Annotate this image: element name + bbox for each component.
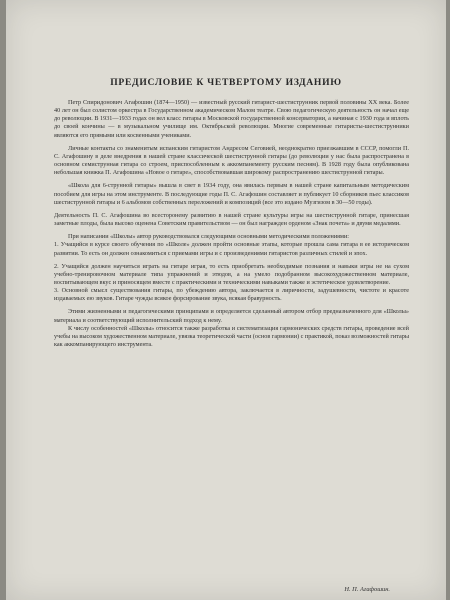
paragraph-awards: Деятельность П. С. Агафошина во всесторонему развитию в нашей стране культуры игры на шестиструнной гитаре, принесшая заметные плоды, была высоко оценена Советским правительством — он был награжден орденом «Знак почета» и двумя медалями. [54,211,409,228]
paragraph-features: К числу особенностей «Школы» относится также разработка и систематизация гармонических средств гитары, проведение всей учебы на высоком художественном материале, увязка теоретической части (основ гармонии) с практикой, показ возможностей гитары как аккомпанирующего инструмента. [54,324,409,349]
author-signature: Н. П. Агафошин. [344,586,390,593]
principle-2: 2. Учащийся должен научиться играть на гитаре играя, то есть приобретать необходимые познания и навыки игры не на сухом учебно-тренировочном материале типа упражнений и этюдов, а на умело подобранном высокохудожественном материале, воспитывающем вкус и приносящем вместе с практическими и техническими навыками также и эстетическое удовлетворение. [54,262,409,286]
paragraph-segovia: Личные контакты со знаменитым испанским гитаристом Андресом Сеговией, неоднократно приезжавшим в СССР, помогли П. С. Агафошину в деле внедрения в нашей стране классической шестиструнной гитары (до революции у нас была распространена в основном семиструнная гитара со строем, приспособленным к аккомпанементу русским песням). В 1928 году была опубликована небольшая книжка П. Агафошина «Новое о гитаре», способствовавшая широкому распространению шестиструнной гитары. [54,144,409,177]
page-title: ПРЕДИСЛОВИЕ К ЧЕТВЕРТОМУ ИЗДАНИЮ [110,77,342,88]
paragraph-biography: Петр Спиридонович Агафошин (1874—1950) — известный русский гитарист-шестиструнник первой половины XX века. Более 40 лет он был солистом оркестра в Государственном академическом Малом театре. Свою педагогическую деятельность он начал еще до революции. В 1931—1933 годах он вел класс гитары в Московской государственной консерватории, а начиная с 1930 года и вплоть до своей кончины — в музыкальном училище им. Октябрьской революции. Многие современные гитаристы-шестиструнники являются его прямыми или косвенными учениками. [54,99,409,139]
preface-text [54,99,409,349]
paragraph-selection: Этими жизненными и педагогическими принципами и определяется сделанный автором отбор предназначенного для «Школы» материала и соответствующий исполнительский подход к нему. [54,308,409,324]
principle-1: 1. Учащийся в курсе своего обучения по «Школе» должен пройти основные этапы, которые прошла сама гитара в ее историческом развитии. То есть он должен ознакомиться с приемами игры и с произведениями гитаристов различных стилей и эпох. [54,241,409,257]
book-page [6,0,446,600]
paragraph-school-publication: «Школа для 6-струнной гитары» вышла в свет в 1934 году, она явилась первым в нашей стране капитальным методическим пособием для игры на этом инструменте. В последующие годы П. С. Агафошин составляет и публикует 10 сборников пьес классиков шестиструнной гитары и 6 альбомов собственных переложений и композиций (все это издано Музгизом в 30—50 годы). [54,182,409,206]
paragraph-principles-intro: При написании «Школы» автор руководствовался следующими основными методическими положениями: [68,233,349,241]
principle-3: 3. Основной смысл существования гитары, по убеждению автора, заключается в лиричности, задушевности, чистоте и красоте издаваемых ею звуков. Гитаре чужды всякое форсирование звука, всякая бравурность. [54,287,409,303]
